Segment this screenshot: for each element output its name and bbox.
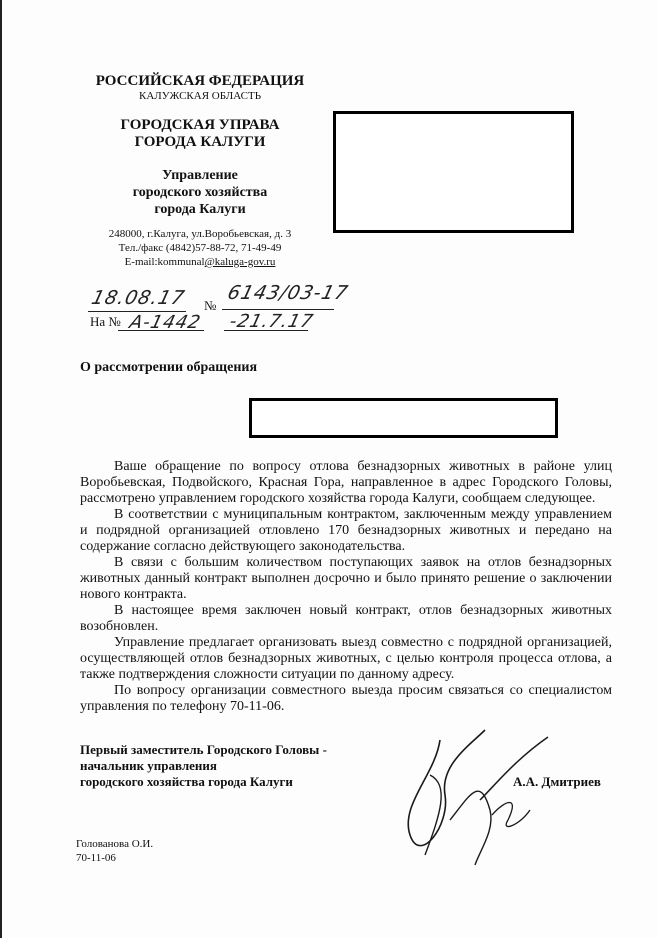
handwritten-outgoing-number: 6143/03-17 xyxy=(225,282,351,304)
org-title-line1: ГОРОДСКАЯ УПРАВА xyxy=(120,117,280,133)
dept-address: 248000, г.Калуга, ул.Воробьевская, д. 3 xyxy=(108,228,292,240)
number-symbol: № xyxy=(204,298,217,313)
body-paragraph-6: По вопросу организации совместного выезда просим связаться со специалистом управления по телефону 70-11-06. xyxy=(80,683,612,714)
scan-edge xyxy=(0,0,2,938)
signatory-title-line3: городского хозяйства города Калуги xyxy=(80,774,293,789)
dept-title-line1: Управление xyxy=(162,168,238,183)
redacted-recipient xyxy=(333,111,574,233)
number-underline xyxy=(222,309,334,310)
handwritten-reply-number: А-1442 xyxy=(127,312,204,333)
region-title: КАЛУЖСКАЯ ОБЛАСТЬ xyxy=(138,90,262,102)
body-paragraph-5: Управление предлагает организовать выезд совместно с подрядной организацией, осуществляющей отлов безнадзорных животных, с целью контроля процесса отлова, а также подтверждения сложности ситуации по данному адресу. xyxy=(80,635,612,682)
body-paragraph-1: Ваше обращение по вопросу отлова безнадзорных животных в районе улиц Воробьевская, Подвойского, Красная Гора, направленное в адрес Городского Головы, рассмотрено управлением городского хозяйства города Калуги, сообщаем следующее. xyxy=(80,459,612,506)
redacted-addressee xyxy=(249,398,558,438)
signatory-title-line1: Первый заместитель Городского Головы - xyxy=(80,742,327,757)
body-paragraph-3: В связи с большим количеством поступающих заявок на отлов безнадзорных животных данный контракт выполнен досрочно и было принято решение о заключении нового контракта. xyxy=(80,555,612,602)
reply-label: На № xyxy=(90,314,121,329)
signatory-name: А.А. Дмитриев xyxy=(513,774,601,789)
letter-subject: О рассмотрении обращения xyxy=(80,360,258,375)
dept-title-line3: города Калуги xyxy=(154,202,246,217)
body-paragraph-2: В соответствии с муниципальным контрактом, заключенным между управлением и подрядной организацией отловлено 170 безнадзорных животных и передано на содержание согласно действующего законодательства. xyxy=(80,507,612,554)
dept-title-line2: городского хозяйства xyxy=(132,185,268,200)
body-paragraph-4: В настоящее время заключен новый контракт, отлов безнадзорных животных возобновлен. xyxy=(80,603,612,634)
email-prefix: E-mail:kommunal xyxy=(124,256,205,268)
dept-phone: Тел./факс (4842)57-88-72, 71-49-49 xyxy=(118,242,282,254)
handwritten-reply-date: -21.7.17 xyxy=(227,311,316,332)
reply-date-underline xyxy=(224,330,308,331)
email-link[interactable]: @kaluga-gov.ru xyxy=(204,256,276,268)
handwritten-signature xyxy=(380,715,560,875)
country-title: РОССИЙСКАЯ ФЕДЕРАЦИЯ xyxy=(95,73,305,89)
signatory-title-line2: начальник управления xyxy=(80,758,217,773)
reply-number-underline xyxy=(118,330,204,331)
executor-name: Голованова О.И. xyxy=(76,838,154,850)
dept-email xyxy=(60,256,340,268)
executor-phone: 70-11-06 xyxy=(76,852,116,864)
handwritten-date: 18.08.17 xyxy=(89,287,188,309)
org-title-line2: ГОРОДА КАЛУГИ xyxy=(134,134,266,150)
